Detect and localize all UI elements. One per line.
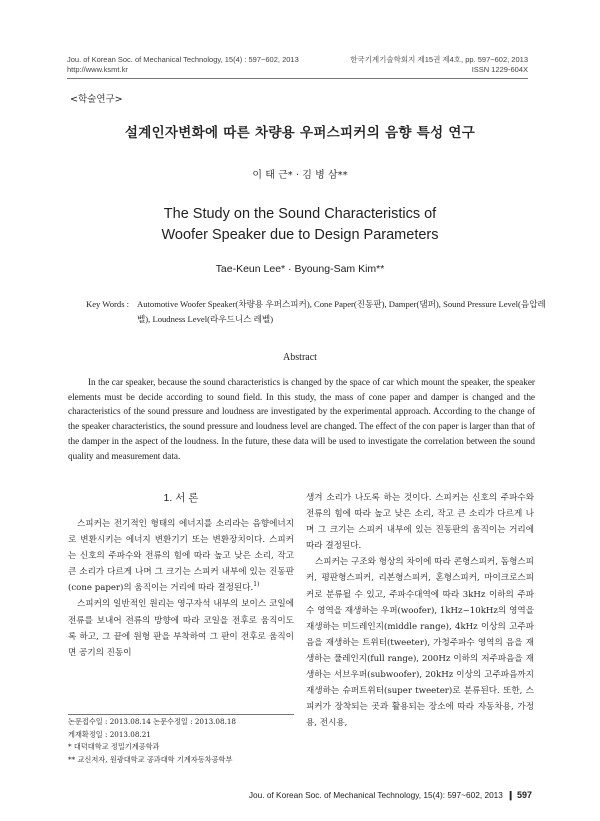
abstract-body: In the car speaker, because the sound characteristics is changed by the space of car which mount the speaker, the speaker elements must be decide according to sound field. In this study, the mass of cone paper and damper is changed and the characteristics of the sound pressure and loudness are investigated by the experimental approach. According to the change of the speaker characteristics, the sound pressure and loudness level are changed. The effect of the con paper is larger than that of the damper in the aspect of the loudness. In the future, these data will be used to investigate the correlation between the sound quality and measurement data. [68,377,535,461]
title-english [0,204,600,246]
footnote-received: 논문접수일 : 2013.08.14 논문수정일 : 2013.08.18 [68,717,237,726]
footnote-accepted: 게재확정일 : 2013.08.21 [68,729,151,739]
authors-english: Tae-Keun Lee* · Byoung-Sam Kim** [215,263,385,275]
paragraph [68,516,294,596]
abstract-heading: Abstract [283,352,317,363]
journal-citation: Jou. of Korean Soc. of Mechanical Technology, 15(4) : 597~602, 2013 [67,55,299,64]
title-korean: 설계인자변화에 따른 차량용 우퍼스피커의 음향 특성 연구 [124,125,476,141]
journal-header-right [350,55,528,75]
header-divider [67,78,528,79]
page-number-value: 597 [516,790,532,800]
paragraph: 생겨 소리가 나도록 하는 것이다. 스피커는 신호의 주파수와 전류의 힘에 따라 높고 낮은 소리, 작고 큰 소리가 다르게 나며 그 크기는 스피커 내부에 있는 진동판의 움직이는 거리에 따라 결정된다. [306,493,534,552]
left-column-text [68,516,294,661]
keywords [86,297,546,327]
article-type: <학술연구> [70,94,123,105]
footnote-divider [68,714,294,715]
journal-citation-ko: 한국기계기술학회지 제15권 제4호, pp. 597~602, 2013 [350,55,528,64]
paragraph: 스피커는 구조와 형상의 차이에 따라 콘형스피커, 돔형스피커, 평판형스피커, 리본형스피커, 혼형스피커, 마이크로스피커로 분류될 수 있고, 주파수대역에 따라 3kHz 이하의 주파수 영역을 재생하는 우퍼(woofer), 1kHz~10kHz의 영역을 재생하는 미드레인지(middle range), 4kHz 이상의 고주파음을 재생하는 트위터(tweeter), 가청주파수 영역의 음을 재생하는 풀레인지(full range), 200Hz 이하의 저주파음을 재생하는 서브우퍼(subwoofer), 20kHz 이상의 고주파음까지 재생하는 슈퍼트위터(super tweeter)로 분류된다. 또한, 스피커가 장착되는 곳과 활용되는 장소에 따라 자동차용, 가정용, 전시용, [306,557,534,729]
paragraph: 스피커의 일반적인 원리는 영구자석 내부의 보이스 코일에 전류를 보내어 전류의 방향에 따라 코일을 전후로 움직이도록 하고, 그 끝에 원형 판을 부착하여 그 판이 전후로 움직이면 공기의 진동이 [68,599,294,658]
section-heading-introduction: 1. 서 론 [163,492,199,504]
keywords-label: Key Words : [86,299,130,309]
authors-korean: 이 태 근* · 김 병 삼** [252,170,348,181]
journal-header-left [67,55,299,75]
keywords-text: Automotive Woofer Speaker(차량용 우퍼스피커), Cone Paper(진동판), Damper(댐퍼), Sound Pressure Level(음압레벨), Loudness Level(라우드니스 레벨) [137,299,546,324]
footnotes [68,716,308,766]
page-number: ❙ 597 [506,790,532,800]
footer-citation: Jou. of Korean Soc. of Mechanical Technology, 15(4): 597~602, 2013 [248,790,503,800]
footnote-affiliation-2: ** 교신저자, 원광대학교 공과대학 기계자동차공학부 [68,754,233,764]
paragraph-text: 스피커는 전기적인 형태의 에너지를 소리라는 음향에너지로 변환시키는 에너지 변환기기 또는 변환장치이다. 스피커는 신호의 주파수와 전류의 힘에 따라 높고 낮은 소리, 작고 큰 소리가 다르게 나며 그 크기는 스피커 내부에 있는 진동판(cone paper)의 움직이는 거리에 따라 결정된다. [68,519,294,594]
journal-url: http://www.ksmt.kr [67,65,128,74]
title-english-line1: The Study on the Sound Characteristics of [163,206,437,222]
journal-issn: ISSN 1229-604X [471,65,528,74]
right-column-text [306,490,534,731]
page-footer [249,790,532,801]
footnote-affiliation-1: * 대덕대학교 정밀기계공학과 [68,742,160,751]
reference-marker: 1) [253,581,260,589]
title-english-line2: Woofer Speaker due to Design Parameters [161,227,439,243]
